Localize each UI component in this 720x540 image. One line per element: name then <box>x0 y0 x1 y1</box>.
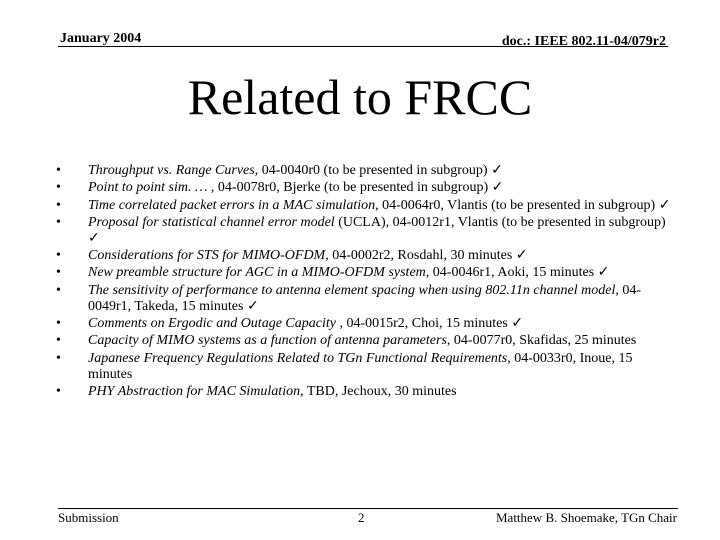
bullet-item <box>56 351 676 383</box>
checkmark-icon: ✓ <box>597 265 610 281</box>
bullet-item <box>56 215 676 247</box>
bullet-item <box>56 265 676 281</box>
bullet-item <box>56 384 676 400</box>
bullet-icon: • <box>56 350 61 366</box>
bullet-topic: Capacity of MIMO systems as a function of antenna parameters <box>88 333 447 349</box>
bullet-topic: New preamble structure for AGC in a MIMO-OFDM system <box>88 265 426 281</box>
bullet-details: , 04-0046r1, Aoki, 15 minutes <box>425 265 598 281</box>
bullet-icon: • <box>56 333 61 349</box>
bullet-item <box>56 163 676 179</box>
bullet-details: , 04-0049r1, Takeda, 15 minutes <box>88 282 642 314</box>
bullet-details: , TBD, Jechoux, 30 minutes <box>300 383 457 399</box>
bullet-item <box>56 248 676 264</box>
bullet-details: (UCLA), 04-0012r1, Vlantis (to be presented in subgroup) <box>334 214 666 230</box>
bullet-topic: PHY Abstraction for MAC Simulation <box>88 383 301 399</box>
bullet-list <box>56 163 676 401</box>
bullet-topic: The sensitivity of performance to antenna element spacing when using 802.11n channel model <box>88 282 616 298</box>
bullet-item <box>56 333 676 349</box>
bullet-icon: • <box>56 282 61 298</box>
bullet-topic: Time correlated packet errors in a MAC simulation <box>88 197 376 213</box>
footer-submission: Submission <box>58 510 119 525</box>
bullet-item <box>56 198 676 214</box>
bullet-topic: Throughput vs. Range Curves <box>88 163 255 178</box>
bullet-icon: • <box>56 248 61 264</box>
footer-rule <box>58 508 678 509</box>
bullet-item <box>56 283 676 315</box>
header-doc-id: doc.: IEEE 802.11-04/079r2 <box>501 34 666 49</box>
bullet-icon: • <box>56 383 61 399</box>
checkmark-icon: ✓ <box>88 230 100 246</box>
bullet-details: , 04-0002r2, Rosdahl, 30 minutes <box>325 248 516 264</box>
checkmark-icon: ✓ <box>491 180 504 196</box>
header-rule <box>58 46 668 47</box>
checkmark-icon: ✓ <box>491 163 503 178</box>
bullet-topic: Japanese Frequency Regulations Related to TGn Functional Requirements <box>88 350 508 366</box>
bullet-topic: Point to point sim. … <box>88 180 208 196</box>
page-number: 2 <box>358 510 365 525</box>
slide-title: Related to FRCC <box>187 69 533 125</box>
bullet-item <box>56 180 676 196</box>
checkmark-icon: ✓ <box>246 298 259 314</box>
bullet-icon: • <box>56 180 61 196</box>
bullet-details: , 04-0015r2, Choi, 15 minutes <box>335 316 512 332</box>
bullet-topic: Proposal for statistical channel error model <box>88 214 335 230</box>
bullet-icon: • <box>56 163 61 178</box>
bullet-details: , 04-0078r0, Bjerke (to be presented in subgroup) <box>207 180 492 196</box>
bullet-item <box>56 316 676 332</box>
bullet-icon: • <box>56 265 61 281</box>
bullet-details: , 04-0033r0, Inoue, 15 minutes <box>88 350 633 382</box>
checkmark-icon: ✓ <box>511 316 524 332</box>
header-date: January 2004 <box>60 31 142 46</box>
bullet-topic: Comments on Ergodic and Outage Capacity <box>88 316 336 332</box>
checkmark-icon: ✓ <box>515 248 528 264</box>
footer-author: Matthew B. Shoemake, TGn Chair <box>495 510 677 525</box>
bullet-icon: • <box>56 214 61 230</box>
bullet-details: , 04-0040r0 (to be presented in subgroup) <box>254 163 492 178</box>
bullet-topic: Considerations for STS for MIMO-OFDM <box>88 248 326 264</box>
bullet-details: , 04-0064r0, Vlantis (to be presented in subgroup) <box>375 197 659 213</box>
bullet-details: , 04-0077r0, Skafidas, 25 minutes <box>446 333 637 349</box>
bullet-icon: • <box>56 197 61 213</box>
checkmark-icon: ✓ <box>658 197 671 213</box>
bullet-icon: • <box>56 316 61 332</box>
